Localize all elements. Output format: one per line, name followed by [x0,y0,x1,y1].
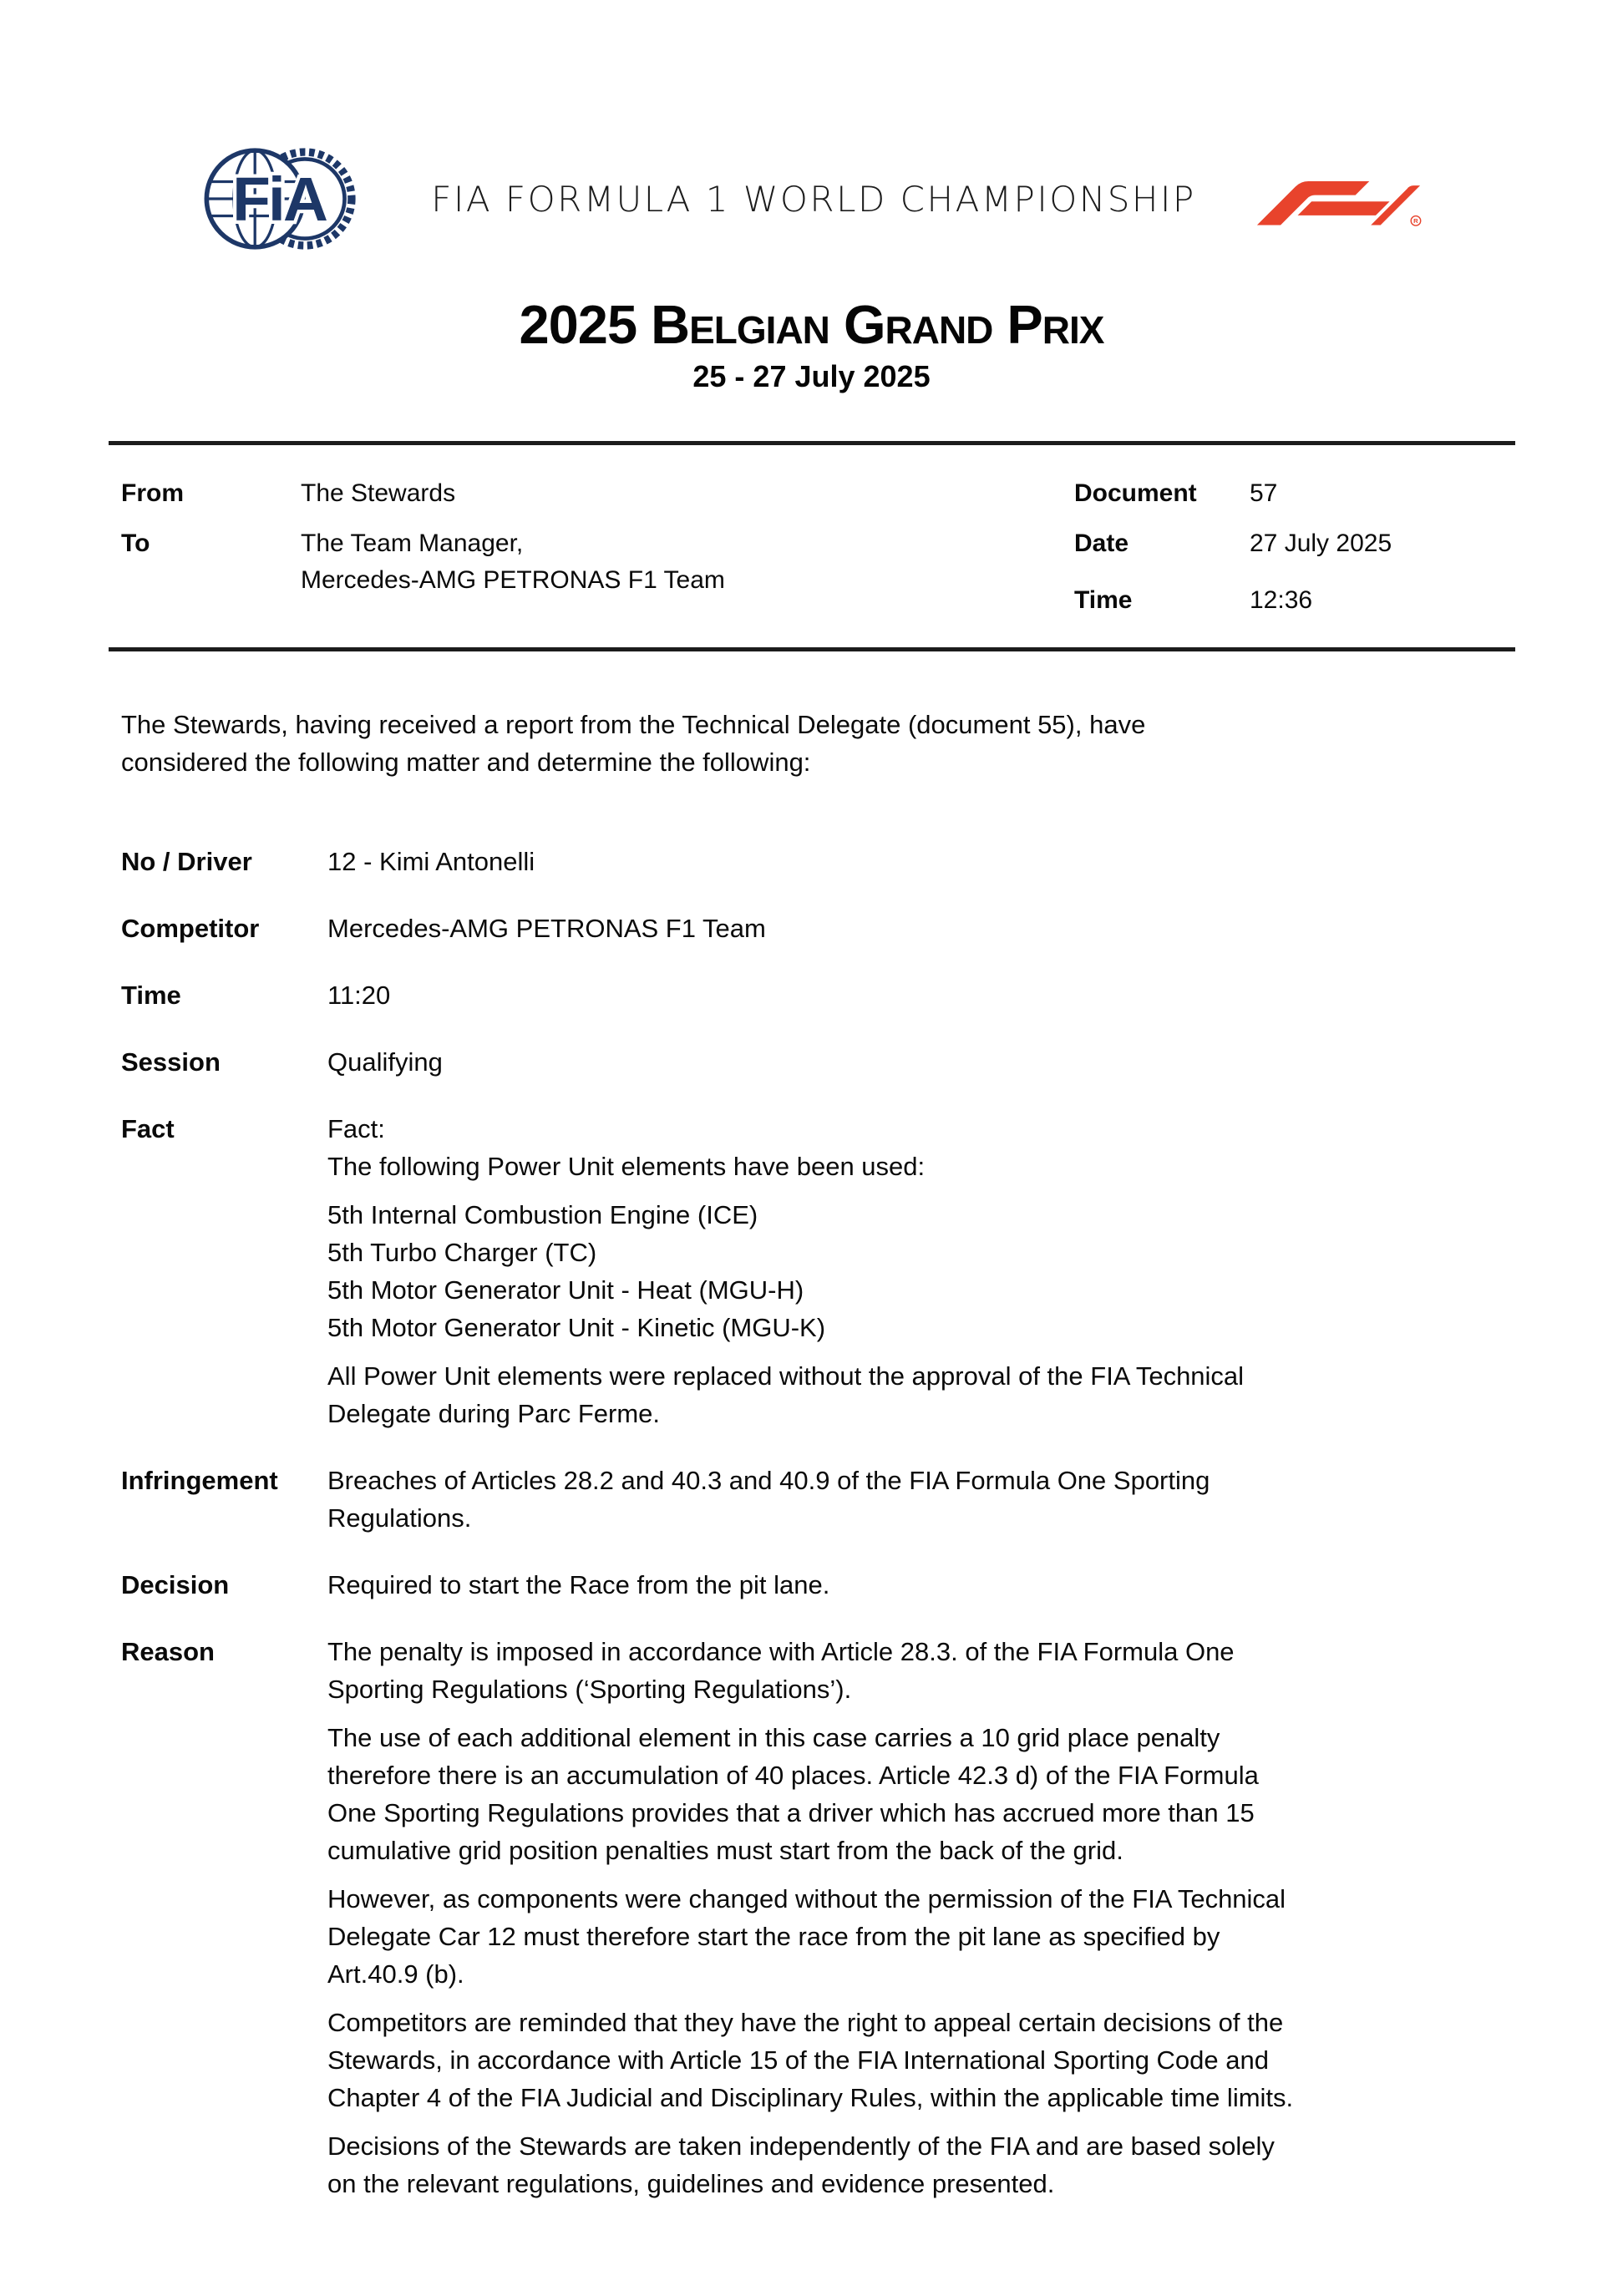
date-value: 27 July 2025 [1250,530,1392,557]
fact-value [327,1110,1534,1432]
field-row-no-driver [121,843,1534,880]
decision-value: Required to start the Race from the pit lane. [327,1570,830,1599]
reason-paragraph-3: However, as components were changed without the permission of the FIA Technical Delegate Car 12 must therefore start the race from the pit lane as specified by Art.40.9 (b). [327,1884,1286,1989]
field-row-fact [121,1110,1534,1432]
masthead [199,132,1430,266]
field-row-time [121,976,1534,1014]
field-row-session [121,1043,1534,1081]
session-value: Qualifying [327,1047,443,1077]
page-title: 2025 Belgian Grand Prix [519,294,1104,355]
f1-logo-icon [1253,174,1430,227]
fact-elements-list: 5th Internal Combustion Engine (ICE) 5th Turbo Charger (TC) 5th Motor Generator Unit - Heat (MGU-H) 5th Motor Generator Unit - Kinetic (MGU-K) [327,1200,826,1342]
championship-title: FIA FORMULA 1 WORLD CHAMPIONSHIP [431,178,1196,220]
field-row-competitor [121,910,1534,947]
reason-paragraph-5: Decisions of the Stewards are taken independently of the FIA and are based solely on the relevant regulations, guidelines and evidence presented. [327,2131,1275,2198]
title-block [0,294,1623,394]
document-body [121,706,1534,2202]
from-value: The Stewards [301,479,456,507]
field-row-decision [121,1566,1534,1604]
to-label: To [121,530,150,557]
reason-value [327,1633,1534,2202]
session-label: Session [121,1047,221,1077]
reason-paragraph-4: Competitors are reminded that they have the right to appeal certain decisions of the Stewards, in accordance with Article 15 of the FIA International Sporting Code and Chapter 4 of the FIA Judicial and Disciplinary Rules, within the applicable time limits. [327,2008,1294,2112]
reason-label: Reason [121,1637,215,1666]
time-field-label: Time [121,981,181,1010]
time-label: Time [1074,586,1133,614]
field-row-reason [121,1633,1534,2202]
competitor-label: Competitor [121,914,260,943]
reason-paragraph-2: The use of each additional element in this case carries a 10 grid place penalty therefore there is an accumulation of 40 places. Article 42.3 d) of the FIA Formula One Sporting Regulations provides that a driver which has accrued more than 15 cumulative grid position penalties must start from the back of the grid. [327,1723,1259,1865]
to-value: The Team Manager, Mercedes-AMG PETRONAS F1 Team [301,530,725,594]
f1-registered-mark: R [1413,217,1418,226]
intro-paragraph: The Stewards, having received a report from the Technical Delegate (document 55), have considered the following matter and determine the following: [121,710,1146,777]
infringement-label: Infringement [121,1466,278,1495]
time-field-value: 11:20 [327,981,391,1010]
no-driver-value: 12 - Kimi Antonelli [327,847,535,876]
reason-paragraph-1: The penalty is imposed in accordance with Article 28.3. of the FIA Formula One Sporting Regulations (‘Sporting Regulations’). [327,1637,1235,1704]
time-value: 12:36 [1250,586,1313,614]
document-label: Document [1074,479,1197,507]
event-dates: 25 - 27 July 2025 [692,359,931,393]
decision-label: Decision [121,1570,230,1599]
meta-table [109,441,1515,651]
field-row-infringement [121,1462,1534,1537]
competitor-value: Mercedes-AMG PETRONAS F1 Team [327,914,766,943]
fia-logo-icon [199,134,363,263]
document-value: 57 [1250,479,1278,507]
from-label: From [121,479,184,507]
date-label: Date [1074,530,1129,557]
infringement-value: Breaches of Articles 28.2 and 40.3 and 40.9 of the FIA Formula One Sporting Regulations. [327,1466,1210,1533]
fia-logo-text: FiA [232,164,327,235]
fact-label: Fact [121,1114,175,1143]
no-driver-label: No / Driver [121,847,252,876]
fact-lead: Fact: The following Power Unit elements have been used: [327,1114,926,1181]
fact-conclusion: All Power Unit elements were replaced without the approval of the FIA Technical Delegate during Parc Ferme. [327,1361,1245,1428]
